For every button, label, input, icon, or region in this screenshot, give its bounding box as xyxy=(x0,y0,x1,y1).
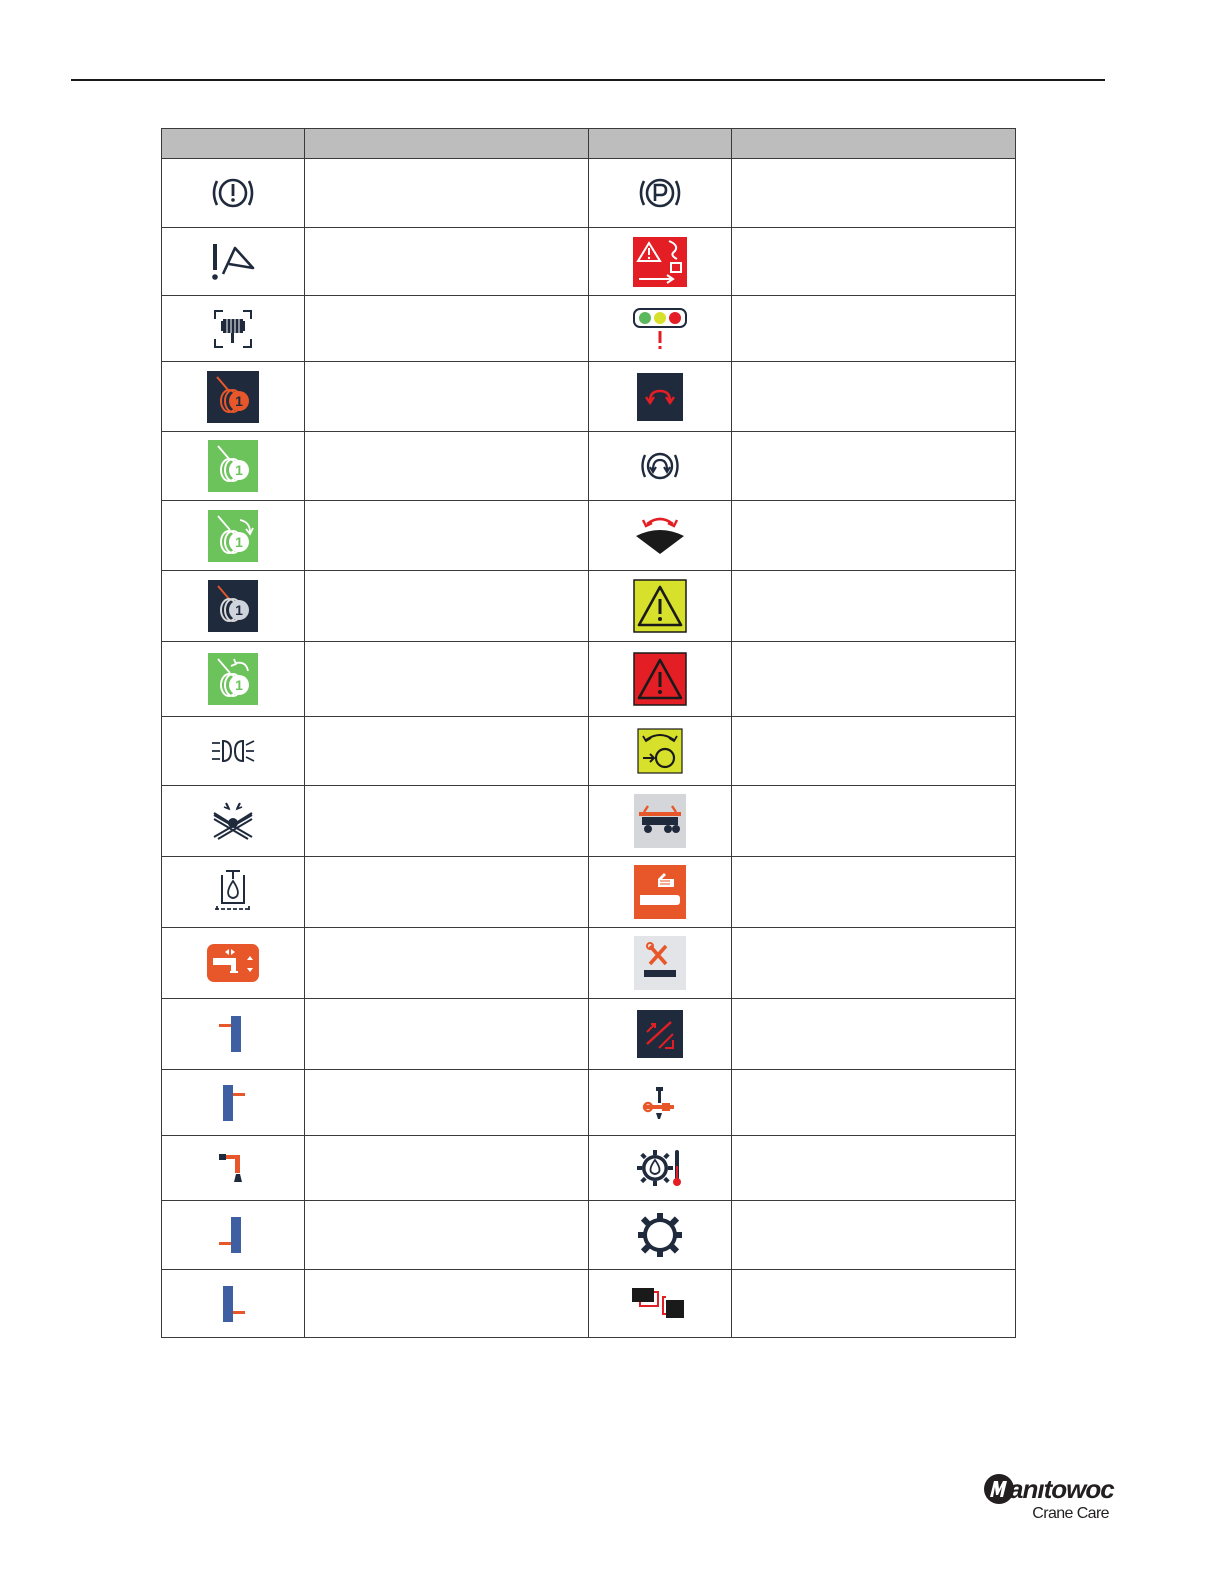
hoist-1-green-up-icon xyxy=(208,510,258,562)
table-row xyxy=(162,159,1016,228)
description xyxy=(732,1136,1016,1201)
description xyxy=(732,432,1016,501)
svg-text:1: 1 xyxy=(235,533,243,550)
table-row xyxy=(162,857,1016,928)
jack-service-icon xyxy=(640,1085,680,1121)
symbol-table xyxy=(161,128,1016,1338)
traffic-light-warning-icon xyxy=(632,307,688,351)
outrigger-right-upper-icon xyxy=(213,1081,253,1125)
outrigger-fault-icon xyxy=(210,801,256,841)
description xyxy=(305,432,589,501)
headlights-icon xyxy=(210,737,256,765)
description xyxy=(305,1201,589,1270)
hoist-1-green-down-icon xyxy=(208,653,258,705)
svg-text:1: 1 xyxy=(235,462,243,478)
logo-wordmark: anıtowoc xyxy=(1009,1474,1114,1504)
boom-telescope-icon xyxy=(637,1010,683,1058)
description xyxy=(732,928,1016,999)
description xyxy=(732,362,1016,432)
description xyxy=(305,228,589,296)
brake-warning-icon xyxy=(209,173,257,213)
description xyxy=(305,159,589,228)
hoist-1-green-icon xyxy=(208,440,258,492)
hook-alarm-icon xyxy=(633,237,687,287)
description xyxy=(732,857,1016,928)
table-row xyxy=(162,1201,1016,1270)
description xyxy=(305,296,589,362)
description xyxy=(305,928,589,999)
description xyxy=(305,501,589,571)
description xyxy=(305,999,589,1070)
table-row xyxy=(162,1136,1016,1201)
header-description-left xyxy=(305,129,589,159)
transmission-temp-icon xyxy=(637,1146,683,1190)
swing-range-icon xyxy=(633,514,687,558)
header-symbol-left xyxy=(162,129,305,159)
table-header-row xyxy=(162,129,1016,159)
logo-subtitle: Crane Care xyxy=(1032,1505,1109,1522)
description xyxy=(732,1270,1016,1338)
outrigger-right-lower-icon xyxy=(213,1282,253,1326)
description xyxy=(305,1070,589,1136)
description xyxy=(305,362,589,432)
gear-icon xyxy=(637,1212,683,1258)
description xyxy=(732,296,1016,362)
table-row xyxy=(162,228,1016,296)
description xyxy=(732,501,1016,571)
swing-brake-icon xyxy=(638,446,682,486)
table-row xyxy=(162,432,1016,501)
caution-yellow-icon xyxy=(633,579,687,633)
description xyxy=(732,1201,1016,1270)
table-row xyxy=(162,717,1016,786)
description xyxy=(732,159,1016,228)
parking-brake-icon xyxy=(636,173,684,213)
table-row xyxy=(162,1070,1016,1136)
manitowoc-crane-care-logo xyxy=(983,1472,1114,1522)
boom-warning-icon xyxy=(209,240,257,284)
swing-lock-icon xyxy=(637,728,683,774)
swing-dark-icon xyxy=(637,373,683,421)
winch-camera-icon xyxy=(209,307,257,351)
outrigger-jack-icon xyxy=(213,1148,253,1188)
description xyxy=(732,1070,1016,1136)
manual-mode-icon xyxy=(634,865,686,919)
table-row xyxy=(162,571,1016,642)
description xyxy=(732,786,1016,857)
carrier-icon xyxy=(634,794,686,848)
svg-text:1: 1 xyxy=(235,677,243,693)
hydraulic-tank-icon xyxy=(213,869,253,915)
table-row xyxy=(162,362,1016,432)
table-row xyxy=(162,501,1016,571)
top-rule xyxy=(71,79,1105,81)
description xyxy=(732,642,1016,717)
header-description-right xyxy=(732,129,1016,159)
table-row xyxy=(162,642,1016,717)
hoist-1-dark-icon xyxy=(208,580,258,632)
table-row xyxy=(162,786,1016,857)
screens-icon xyxy=(630,1286,690,1322)
description xyxy=(305,1270,589,1338)
outrigger-left-upper-icon xyxy=(213,1012,253,1056)
table-row xyxy=(162,928,1016,999)
description xyxy=(305,642,589,717)
description xyxy=(305,571,589,642)
table-row xyxy=(162,1270,1016,1338)
table-row xyxy=(162,999,1016,1070)
svg-text:1: 1 xyxy=(235,602,243,618)
outrigger-adjust-icon xyxy=(207,944,259,982)
description xyxy=(305,786,589,857)
description xyxy=(305,1136,589,1201)
description xyxy=(305,717,589,786)
description xyxy=(732,571,1016,642)
outrigger-service-icon xyxy=(634,936,686,990)
description xyxy=(732,228,1016,296)
description xyxy=(732,717,1016,786)
description xyxy=(732,999,1016,1070)
hoist-1-orange-icon xyxy=(207,371,259,423)
description xyxy=(305,857,589,928)
table-row xyxy=(162,296,1016,362)
header-symbol-right xyxy=(589,129,732,159)
svg-text:1: 1 xyxy=(235,392,243,409)
outrigger-left-lower-icon xyxy=(213,1213,253,1257)
warning-red-icon xyxy=(633,652,687,706)
